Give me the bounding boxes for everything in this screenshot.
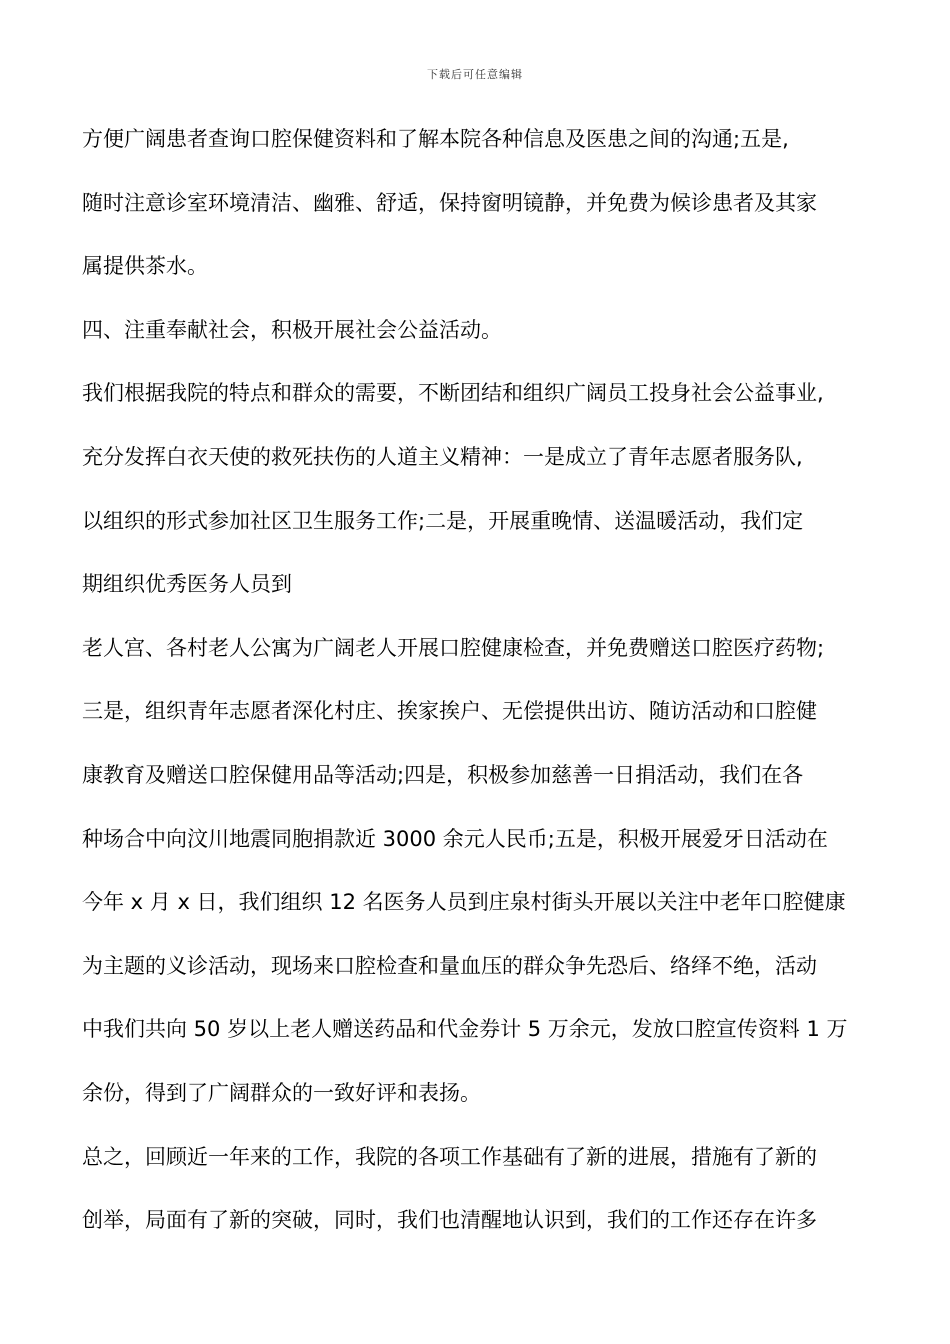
paragraph-line: 种场合中向汶川地震同胞捐款近 3000 余元人民币;五是，积极开展爱牙日活动在 bbox=[82, 826, 828, 851]
paragraph-line: 我们根据我院的特点和群众的需要，不断团结和组织广阔员工投身社会公益事业, bbox=[82, 381, 824, 406]
paragraph-line: 方便广阔患者查询口腔保健资料和了解本院各种信息及医患之间的沟通;五是, bbox=[82, 127, 789, 151]
paragraph-line: 属提供茶水。 bbox=[82, 254, 208, 279]
section-heading: 四、注重奉献社会，积极开展社会公益活动。 bbox=[82, 317, 502, 342]
paragraph-line: 中我们共向 50 岁以上老人赠送药品和代金券计 5 万余元，发放口腔宣传资料 1 万 bbox=[82, 1017, 848, 1042]
paragraph-line: 期组织优秀医务人员到 bbox=[82, 572, 292, 597]
page-header: 下载后可任意编辑 bbox=[427, 68, 523, 81]
paragraph-line: 余份，得到了广阔群众的一致好评和表扬。 bbox=[82, 1080, 481, 1105]
body-text bbox=[82, 119, 882, 1264]
paragraph-line: 老人宫、各村老人公寓为广阔老人开展口腔健康检查，并免费赠送口腔医疗药物; bbox=[82, 635, 825, 660]
paragraph-line: 创举，局面有了新的突破，同时，我们也清醒地认识到，我们的工作还存在许多 bbox=[82, 1208, 817, 1233]
paragraph-line: 三是，组织青年志愿者深化村庄、挨家挨户、无偿提供出访、随访活动和口腔健 bbox=[82, 699, 817, 724]
paragraph-line: 今年 x 月 x 日，我们组织 12 名医务人员到庄泉村街头开展以关注中老年口腔健康 bbox=[82, 890, 846, 915]
paragraph-line: 为主题的义诊活动，现场来口腔检查和量血压的群众争先恐后、络绎不绝，活动 bbox=[82, 953, 817, 978]
paragraph-line: 康教育及赠送口腔保健用品等活动;四是，积极参加慈善一日捐活动，我们在各 bbox=[82, 762, 804, 787]
paragraph-line: 充分发挥白衣天使的救死扶伤的人道主义精神：一是成立了青年志愿者服务队, bbox=[82, 444, 803, 469]
paragraph-line: 随时注意诊室环境清洁、幽雅、舒适，保持窗明镜静，并免费为候诊患者及其家 bbox=[82, 190, 817, 215]
paragraph-line: 以组织的形式参加社区卫生服务工作;二是，开展重晚情、送温暖活动，我们定 bbox=[82, 508, 804, 533]
paragraph-line: 总之，回顾近一年来的工作，我院的各项工作基础有了新的进展，措施有了新的 bbox=[82, 1144, 817, 1169]
